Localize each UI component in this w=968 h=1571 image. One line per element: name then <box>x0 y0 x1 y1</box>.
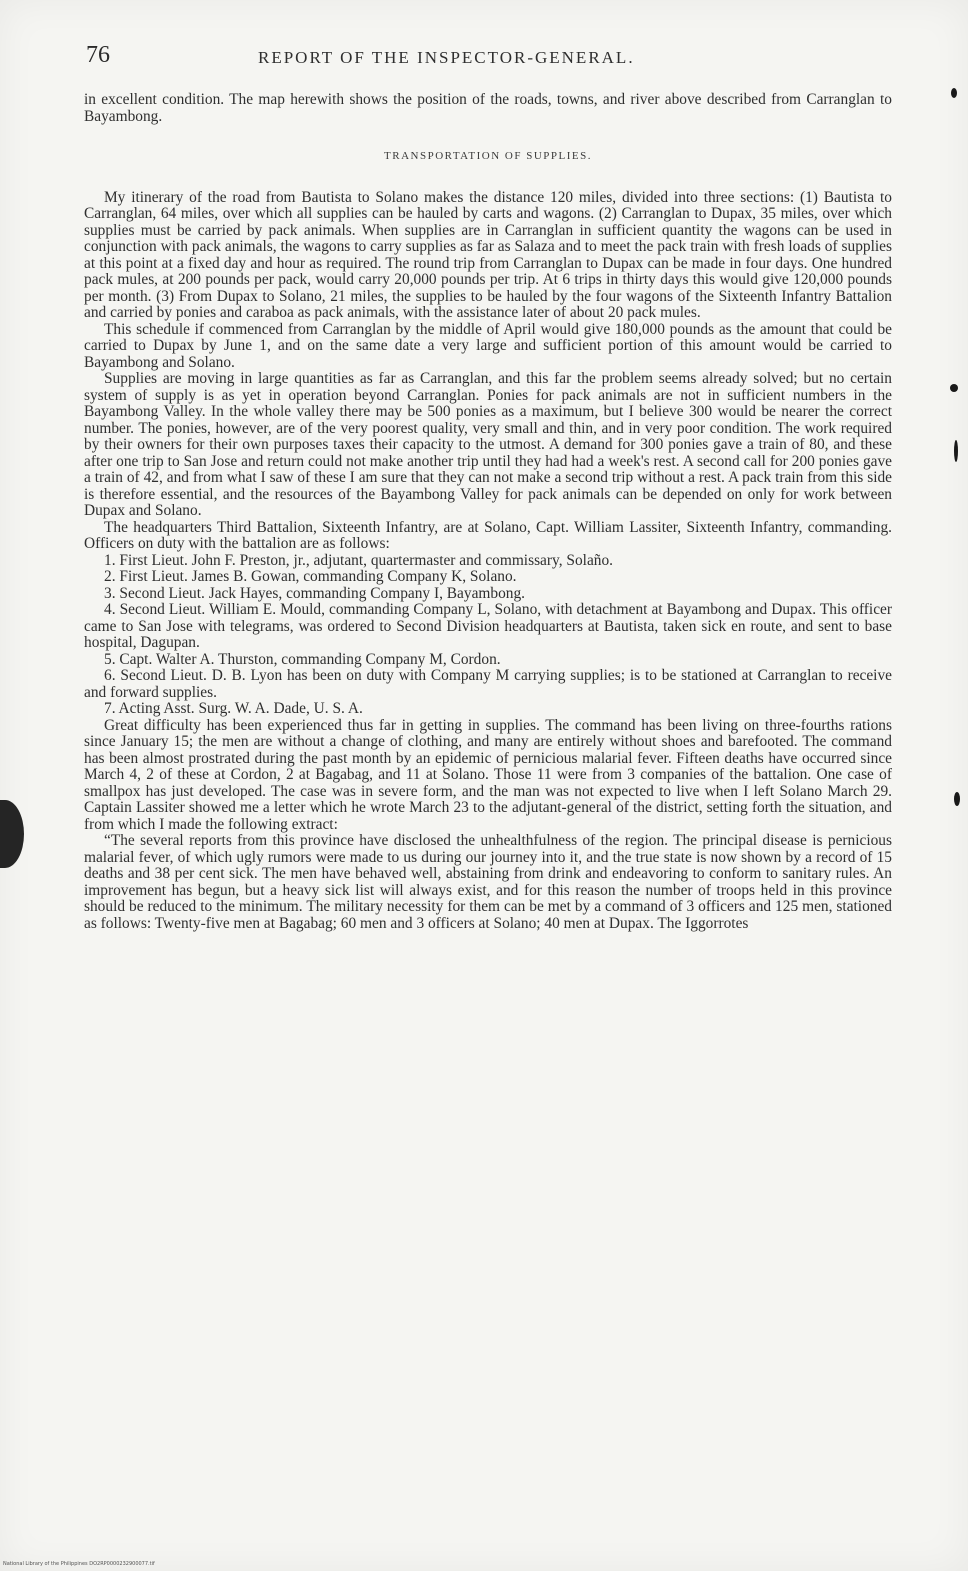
opening-paragraph: in excellent condition. The map herewith shows the position of the roads, towns, and river above described from Carranglan to Bayambong. <box>84 92 892 125</box>
page-header <box>86 42 886 78</box>
paragraph-itinerary: My itinerary of the road from Bautista to Solano makes the distance 120 miles, divided into three sections: (1) Bautista to Carranglan, 64 miles, over which all supplies can be hauled by carts and wagons. (2) Carranglan to Dupax, 35 miles, over which supplies must be carried by pack animals. When supplies are in Carranglan in sufficient quantity the wagons can be used in conjunction with pack animals, the wagons to carry supplies as far as Salaza and to meet the pack train with fresh loads of supplies at this point at a fixed day and hour as required. The round trip from Carranglan to Dupax can be made in four days. One hundred pack mules, at 200 pounds per pack, would carry 20,000 pounds per trip. At 6 trips in thirty days this would give 120,000 pounds per month. (3) From Dupax to Solano, 21 miles, the supplies to be hauled by the four wagons of the Sixteenth Infantry Battalion and carried by ponies and caraboa as pack animals, with the assistance later of about 20 pack mules. <box>84 188 892 321</box>
officer-list-item: 5. Capt. Walter A. Thurston, commanding Company M, Cordon. <box>104 650 501 668</box>
paragraph-difficulty: Great difficulty has been experienced thus far in getting in supplies. The command has been living on three-fourths rations since January 15; the men are without a change of clothing, and many are entirely without shoes and barefooted. The command has been almost prostrated during the past month by an epidemic of pernicious malarial fever. Fifteen deaths have occurred since March 4, 2 of these at Cordon, 2 at Bagabag, and 11 at Solano. Those 11 were from 3 companies of the battalion. One case of smallpox has just developed. The case was in severe form, and the man was not expected to live when I left Solano March 29. Captain Lassiter showed me a letter which he wrote March 23 to the adjutant-general of the district, setting forth the situation, and from which I made the following extract: <box>84 716 892 833</box>
paragraph-extract-quote: “The several reports from this province have disclosed the unhealthfulness of the region. The principal disease is pernicious malarial fever, of which ugly rumors were made to us during our journey into it, and the true state is now shown by a record of 15 deaths and 38 per cent sick. The men have behaved well, abstaining from drink and endeavoring to conform to sanitary rules. An improvement has begun, but a heavy sick list will always exist, and for this reason the number of troops held in this province should be reduced to the minimum. The military necessity for them can be met by a command of 3 officers and 125 men, stationed as follows: Twenty-five men at Bagabag; 60 men and 3 officers at Solano; 40 men at Dupax. The Iggorrotes <box>84 832 892 932</box>
section-heading: TRANSPORTATION OF SUPPLIES. <box>384 150 592 162</box>
paragraph-supplies: Supplies are moving in large quantities as far as Carranglan, and this far the problem seems already solved; but no certain system of supply is as yet in operation beyond Carranglan. Ponies for pack animals are not in sufficient numbers in the Bayambong Valley. In the whole valley there may be 500 ponies as a maximum, but I believe 300 would be nearer the correct number. The ponies, however, are of the very poorest quality, very small and thin, and in very poor condition. The work required by their owners for their own purposes taxes their capacity to the utmost. A demand for 300 ponies gave a train of 80, and these after one trip to San Jose and return could not make another trip until they had had a week's rest. A second call for 200 ponies gave a train of 42, and from what I saw of these I am sure that they can not make a second trip without a rest. A pack train from this side is therefore essential, and the resources of the Bayambong Valley for pack animals can be depended on only for work between Dupax and Solano. <box>84 370 892 519</box>
paragraph-headquarters: The headquarters Third Battalion, Sixteenth Infantry, are at Solano, Capt. William Lassiter, Sixteenth Infantry, commanding. Officers on duty with the battalion are as follows: <box>84 518 892 552</box>
running-head: REPORT OF THE INSPECTOR-GENERAL. <box>258 48 635 67</box>
binding-blot <box>0 800 24 868</box>
body-text <box>84 92 892 1517</box>
officer-list-item: 7. Acting Asst. Surg. W. A. Dade, U. S. A. <box>104 700 363 717</box>
margin-speck <box>954 440 958 462</box>
margin-speck <box>954 792 960 806</box>
margin-speck <box>950 384 958 392</box>
officer-list-item: 6. Second Lieut. D. B. Lyon has been on duty with Company M carrying supplies; is to be stationed at Carranglan to receive and forward supplies. <box>84 667 892 701</box>
paragraph-schedule: This schedule if commenced from Carranglan by the middle of April would give 180,000 pounds as the amount that could be carried to Dupax by June 1, and on the same date a very large and sufficient portion of this amount would be carried to Bayambong and Solano. <box>84 320 892 371</box>
officer-list-item: 4. Second Lieut. William E. Mould, commanding Company L, Solano, with detachment at Bayambong and Dupax. This officer came to San Jose with telegrams, was ordered to Second Division headquarters at Bautista, taken sick en route, and sent to base hospital, Dagupan. <box>84 601 892 651</box>
officer-list-item: 2. First Lieut. James B. Gowan, commanding Company K, Solano. <box>104 568 517 585</box>
footer-credit: National Library of the Philippines DO2RP0000232900077.tif <box>3 1561 155 1567</box>
page-number: 76 <box>86 42 110 68</box>
officer-list-item: 3. Second Lieut. Jack Hayes, commanding Company I, Bayambong. <box>104 584 526 602</box>
officer-list-item: 1. First Lieut. John F. Preston, jr., adjutant, quartermaster and commissary, Solaño. <box>104 551 614 569</box>
margin-speck <box>951 88 957 98</box>
